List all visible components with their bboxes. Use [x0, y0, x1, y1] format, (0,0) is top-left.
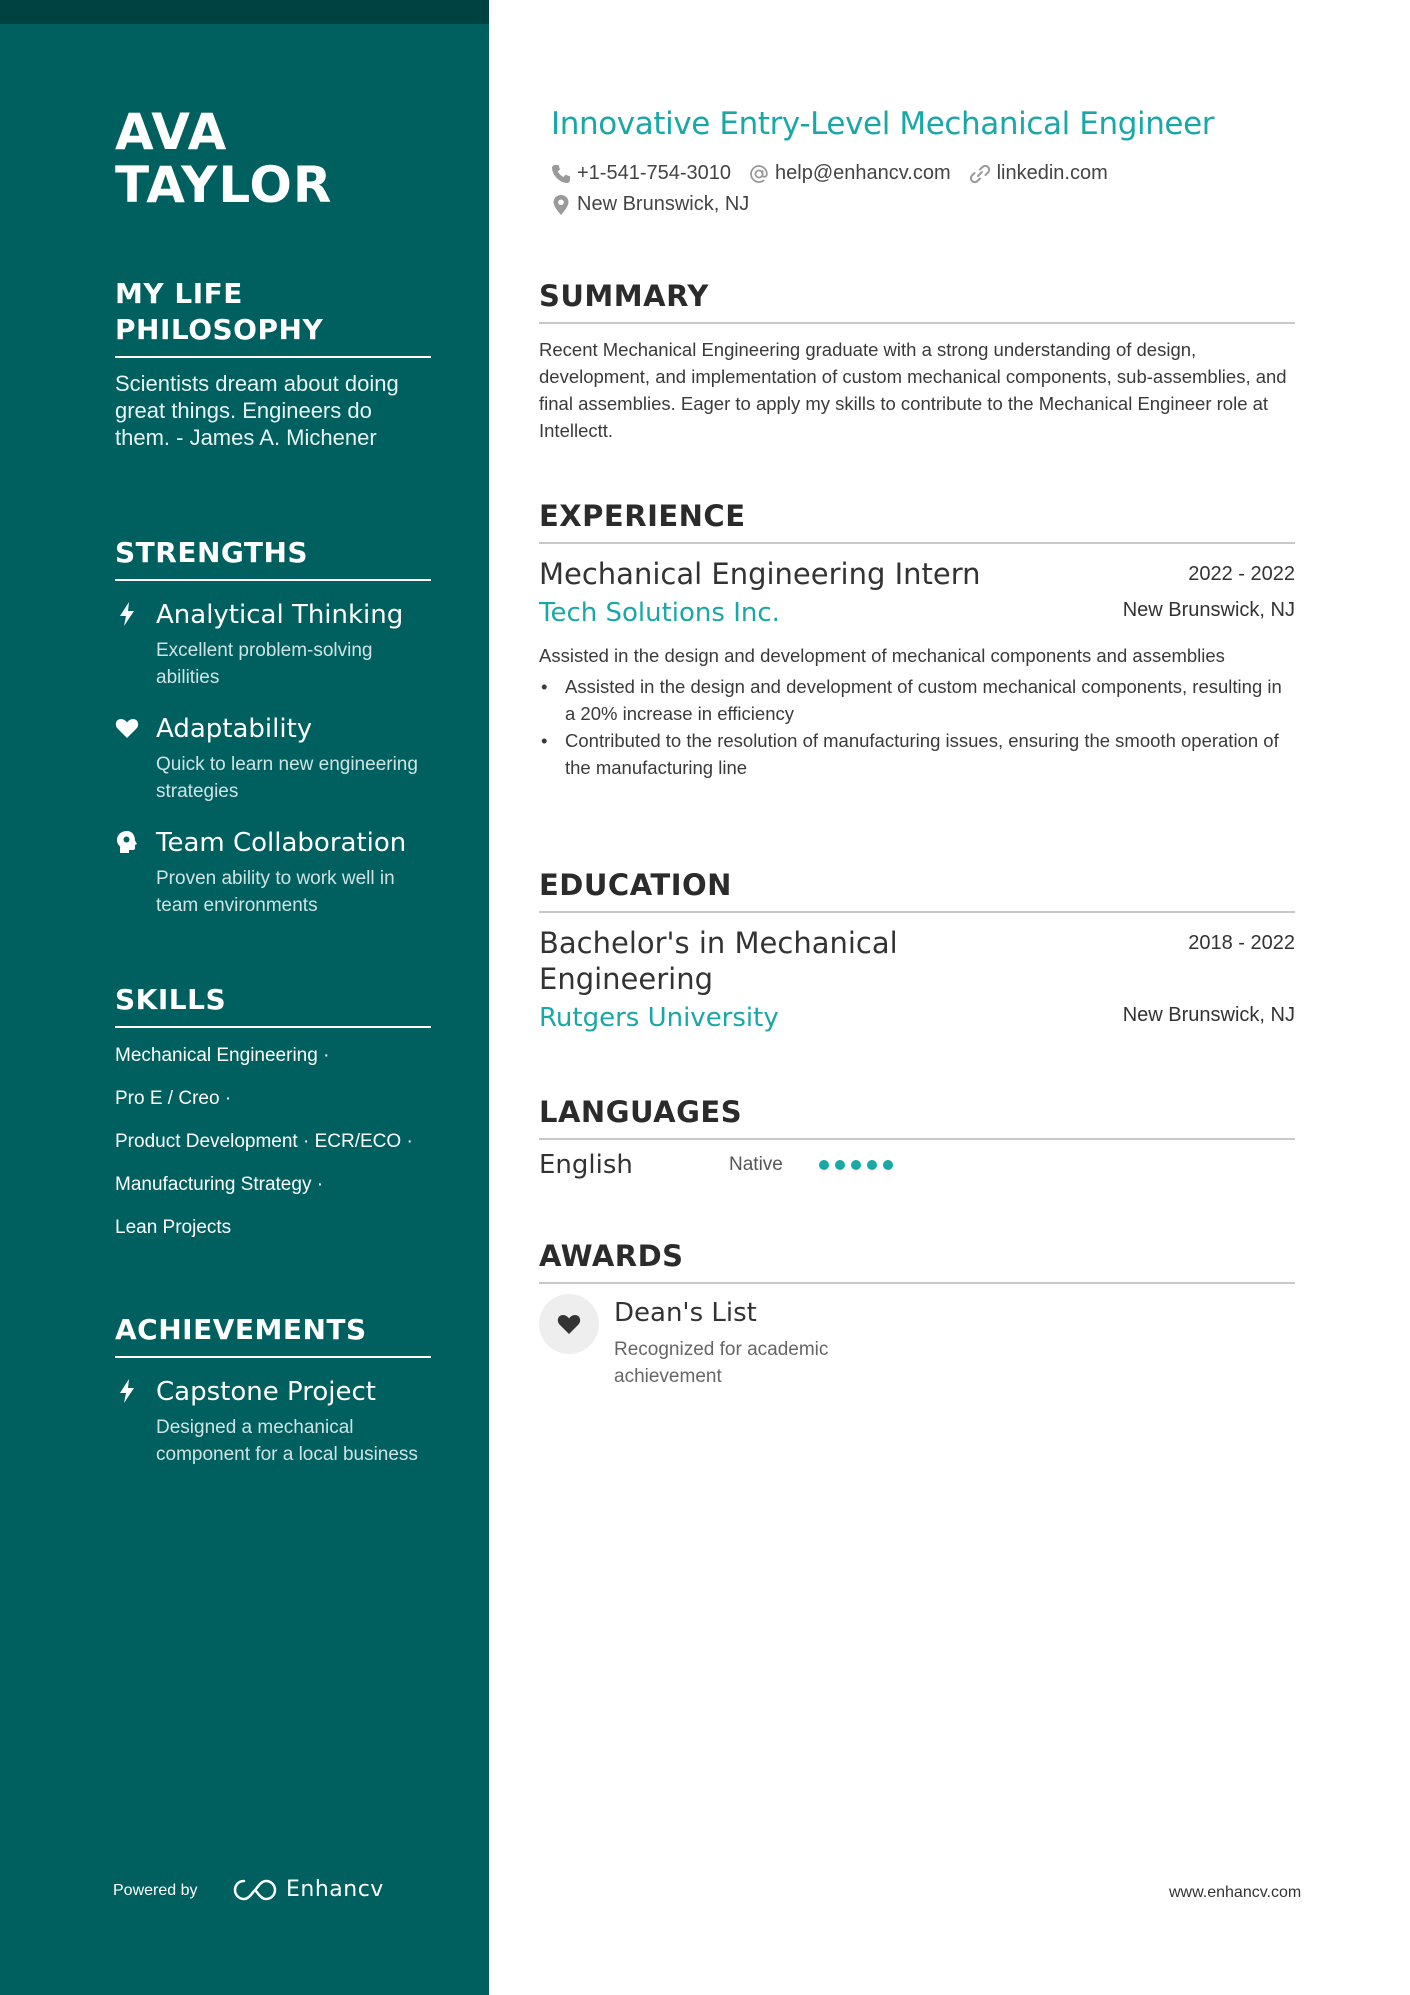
location-pin-icon — [551, 194, 571, 216]
skills-list — [115, 1044, 431, 1240]
awards-title: AWARDS — [539, 1238, 1295, 1284]
strength-title: Adaptability — [156, 714, 313, 744]
email-text: help@enhancv.com — [775, 162, 951, 184]
strength-desc: Quick to learn new engineering strategies — [156, 754, 418, 802]
experience-entry — [539, 556, 1295, 781]
skill-line: Pro E / Creo · — [115, 1088, 232, 1109]
last-name: TAYLOR — [115, 156, 333, 214]
experience-location: New Brunswick, NJ — [1122, 599, 1295, 621]
powered-by-label: Powered by — [113, 1882, 198, 1899]
achievement-title: Capstone Project — [156, 1377, 376, 1407]
strength-desc: Excellent problem-solving abilities — [156, 640, 373, 688]
location-row — [551, 193, 749, 216]
at-icon — [749, 164, 769, 184]
website-link[interactable]: www.enhancv.com — [1169, 1884, 1302, 1901]
heart-icon — [539, 1294, 599, 1354]
enhancv-brand-text: Enhancv — [286, 1877, 384, 1902]
achievements-section — [115, 1312, 431, 1468]
award-desc: Recognized for academic achievement — [614, 1339, 829, 1387]
strength-desc: Proven ability to work well in team environments — [156, 868, 395, 916]
location-contact — [551, 193, 749, 216]
heart-icon — [115, 715, 139, 741]
language-level: Native — [729, 1154, 783, 1175]
phone-icon — [551, 164, 571, 184]
proficiency-dot — [851, 1160, 861, 1170]
awards-section — [539, 1238, 1295, 1390]
award-title: Dean's List — [614, 1298, 757, 1328]
education-header-row — [539, 925, 1295, 997]
contact-row — [551, 162, 1108, 185]
experience-org-row — [539, 596, 1295, 630]
first-name: AVA — [115, 103, 228, 161]
philosophy-text: Scientists dream about doing great things. Engineers do them. - James A. Michener — [115, 371, 399, 450]
education-location: New Brunswick, NJ — [1122, 1004, 1295, 1026]
award-item — [539, 1294, 1295, 1390]
achievement-desc: Designed a mechanical component for a local business — [156, 1417, 418, 1465]
language-name: English — [539, 1150, 633, 1180]
skill-line: Lean Projects — [115, 1217, 232, 1238]
summary-title: SUMMARY — [539, 278, 1295, 324]
skill-line: Mechanical Engineering · — [115, 1045, 330, 1066]
strength-title: Team Collaboration — [156, 828, 407, 858]
achievement-item — [115, 1376, 431, 1468]
skill-line: Product Development · ECR/ECO · — [115, 1131, 413, 1152]
strength-item — [115, 599, 431, 691]
strength-title: Analytical Thinking — [156, 600, 404, 630]
education-org-row — [539, 1001, 1295, 1035]
experience-desc: Assisted in the design and development of mechanical components and assemblies — [539, 645, 1225, 666]
strengths-section — [115, 535, 431, 919]
bolt-icon — [115, 1378, 139, 1404]
sidebar-top-band — [0, 0, 489, 24]
language-row — [539, 1150, 1295, 1180]
education-entry — [539, 925, 1295, 1035]
language-proficiency-dots — [819, 1160, 893, 1170]
education-school: Rutgers University — [539, 1003, 779, 1033]
email-contact[interactable] — [749, 162, 951, 185]
achievements-title: ACHIEVEMENTS — [115, 1312, 431, 1358]
strengths-title: STRENGTHS — [115, 535, 431, 581]
bolt-icon — [115, 601, 139, 627]
experience-company: Tech Solutions Inc. — [539, 598, 780, 628]
languages-section — [539, 1094, 1295, 1180]
education-section — [539, 867, 1295, 1035]
experience-role: Mechanical Engineering Intern — [539, 557, 981, 591]
summary-section — [539, 278, 1295, 444]
experience-title: EXPERIENCE — [539, 498, 1295, 544]
main-content — [489, 0, 1410, 1995]
link-text: linkedin.com — [996, 162, 1108, 184]
proficiency-dot — [835, 1160, 845, 1170]
skills-title: SKILLS — [115, 982, 431, 1028]
proficiency-dot — [883, 1160, 893, 1170]
sidebar — [0, 0, 489, 1995]
link-contact[interactable] — [969, 162, 1108, 185]
experience-section — [539, 498, 1295, 781]
proficiency-dot — [819, 1160, 829, 1170]
phone-text: +1-541-754-3010 — [577, 162, 732, 184]
enhancv-logo-icon — [232, 1878, 278, 1902]
enhancv-logo[interactable] — [232, 1877, 384, 1902]
summary-text: Recent Mechanical Engineering graduate with a strong understanding of design, development, and implementation of custom mechanical components, sub-assemblies, and final assemblies. Eager to apply my skills to contribute to the Mechanical Engineer role at Intellectt. — [539, 339, 1287, 441]
education-title: EDUCATION — [539, 867, 1295, 913]
strength-item — [115, 827, 431, 919]
philosophy-section — [115, 276, 431, 451]
philosophy-title: MY LIFE PHILOSOPHY — [115, 276, 431, 358]
link-icon — [969, 164, 991, 184]
languages-title: LANGUAGES — [539, 1094, 1295, 1140]
skill-line: Manufacturing Strategy · — [115, 1174, 324, 1195]
phone-contact — [551, 162, 731, 185]
proficiency-dot — [867, 1160, 877, 1170]
education-degree: Bachelor's in Mechanical Engineering — [539, 926, 898, 996]
strength-item — [115, 713, 431, 805]
experience-bullet: • Contributed to the resolution of manufacturing issues, ensuring the smooth operation of the manufacturing line — [539, 727, 1295, 781]
experience-header-row — [539, 556, 1295, 592]
experience-bullets — [539, 673, 1295, 781]
skills-section — [115, 982, 431, 1240]
brain-head-icon — [115, 829, 139, 855]
headline: Innovative Entry-Level Mechanical Engineer — [551, 106, 1215, 142]
experience-dates: 2022 - 2022 — [1188, 563, 1295, 585]
location-text: New Brunswick, NJ — [577, 193, 750, 215]
education-dates: 2018 - 2022 — [1188, 932, 1295, 954]
candidate-name — [115, 103, 333, 214]
experience-bullet: • Assisted in the design and development of custom mechanical components, resulting in a 20% increase in efficiency — [539, 673, 1295, 727]
